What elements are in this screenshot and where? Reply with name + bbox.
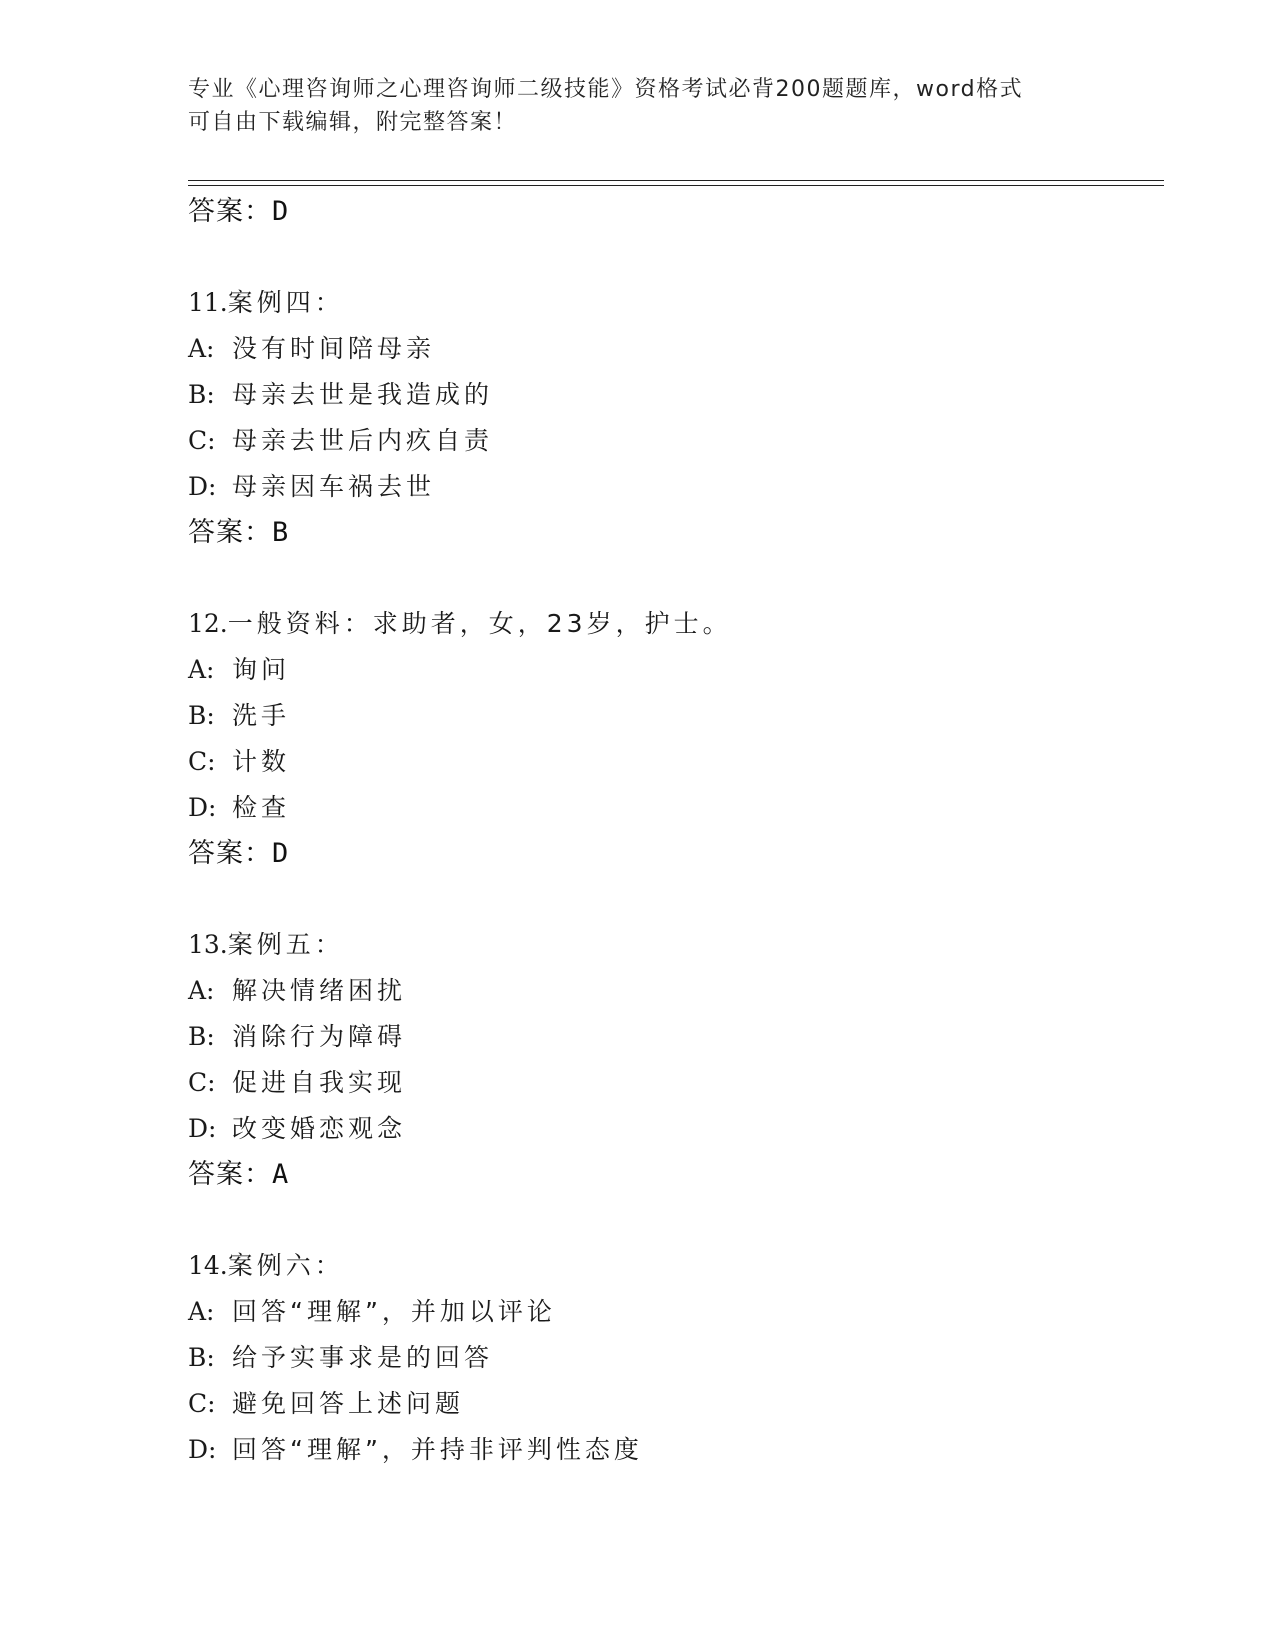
option-letter: A: (188, 334, 215, 363)
question-title (188, 1243, 1164, 1289)
option-letter: B: (188, 1022, 215, 1051)
option-a (188, 968, 1164, 1014)
option-text: 母亲因车祸去世 (232, 472, 436, 501)
question-title (188, 280, 1164, 326)
header-line-2: 可自由下载编辑，附完整答案！ (188, 110, 518, 135)
option-letter: B: (188, 701, 215, 730)
page-header (188, 73, 1068, 139)
option-b (188, 1014, 1164, 1060)
option-letter: C: (188, 1389, 216, 1418)
option-c (188, 1060, 1164, 1106)
question-text: 案例五： (227, 930, 344, 959)
option-letter: D: (188, 1114, 217, 1143)
option-a (188, 647, 1164, 693)
option-d (188, 1106, 1164, 1152)
question-text: 案例四： (227, 288, 344, 317)
option-letter: B: (188, 380, 215, 409)
option-letter: A: (188, 655, 215, 684)
option-letter: A: (188, 1297, 215, 1326)
option-text: 消除行为障碍 (232, 1022, 407, 1051)
option-text: 给予实事求是的回答 (232, 1343, 494, 1372)
option-text: 洗手 (232, 701, 291, 730)
option-b (188, 693, 1164, 739)
option-c (188, 418, 1164, 464)
question-text: 案例六： (227, 1251, 344, 1280)
option-letter: C: (188, 747, 216, 776)
option-d (188, 1427, 1164, 1473)
question-list (188, 189, 1164, 1473)
answer-label: 答案： (188, 1159, 272, 1190)
question-title (188, 922, 1164, 968)
option-letter: D: (188, 1435, 217, 1464)
answer-line (188, 1152, 1164, 1198)
option-text: 避免回答上述问题 (232, 1389, 465, 1418)
question-number: 14. (188, 1251, 228, 1280)
option-text: 改变婚恋观念 (232, 1114, 407, 1143)
option-text: 询问 (232, 655, 291, 684)
header-line-1: 专业《心理咨询师之心理咨询师二级技能》资格考试必背200题题库，word格式 (188, 77, 1024, 102)
answer-label: 答案： (188, 196, 272, 227)
question-number: 13. (188, 930, 228, 959)
option-letter: D: (188, 793, 217, 822)
option-a (188, 1289, 1164, 1335)
option-d (188, 785, 1164, 831)
option-text: 母亲去世后内疚自责 (232, 426, 494, 455)
option-b (188, 1335, 1164, 1381)
option-text: 回答“理解”，并加以评论 (232, 1297, 556, 1326)
answer-label: 答案： (188, 517, 272, 548)
answer-line (188, 510, 1164, 556)
option-letter: C: (188, 426, 216, 455)
answer-value: D (272, 196, 290, 227)
option-text: 母亲去世是我造成的 (232, 380, 494, 409)
option-letter: B: (188, 1343, 215, 1372)
answer-line (188, 189, 1164, 235)
option-letter: C: (188, 1068, 216, 1097)
answer-label: 答案： (188, 838, 272, 869)
option-d (188, 464, 1164, 510)
option-text: 促进自我实现 (232, 1068, 407, 1097)
option-c (188, 739, 1164, 785)
answer-value: B (272, 517, 290, 548)
option-text: 计数 (232, 747, 291, 776)
answer-value: D (272, 838, 290, 869)
option-text: 检查 (232, 793, 291, 822)
option-text: 没有时间陪母亲 (232, 334, 436, 363)
question-number: 11. (188, 288, 228, 317)
option-letter: D: (188, 472, 217, 501)
question-item (188, 601, 1164, 877)
header-divider (188, 180, 1164, 186)
question-number: 12. (188, 609, 228, 638)
option-text: 解决情绪困扰 (232, 976, 407, 1005)
option-b (188, 372, 1164, 418)
question-item (188, 1243, 1164, 1473)
answer-value: A (272, 1159, 290, 1190)
question-title (188, 601, 1164, 647)
option-c (188, 1381, 1164, 1427)
question-text: 一般资料：求助者，女，23岁，护士。 (227, 609, 732, 638)
answer-line (188, 831, 1164, 877)
question-item (188, 280, 1164, 556)
question-item (188, 922, 1164, 1198)
option-text: 回答“理解”，并持非评判性态度 (232, 1435, 643, 1464)
option-a (188, 326, 1164, 372)
option-letter: A: (188, 976, 215, 1005)
